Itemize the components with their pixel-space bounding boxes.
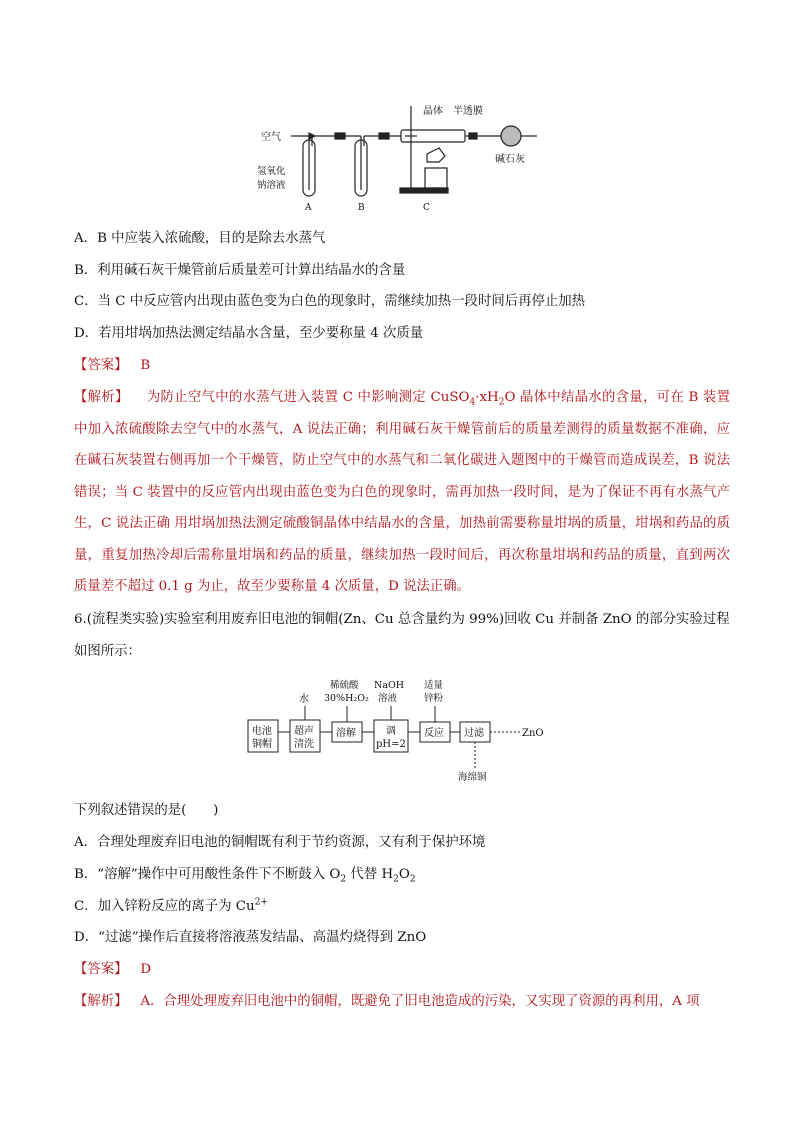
flow-box1-b: 铜帽 — [252, 739, 272, 750]
q5-option-d: D．若用坩埚加热法测定结晶水含量，至少要称量 4 次质量 — [74, 326, 424, 341]
apparatus-figure — [255, 96, 545, 214]
flow-box4-b: pH=2 — [376, 739, 406, 750]
q6-option-b: B．“溶解”操作中可用酸性条件下不断鼓入 $O_2$ 代替 $H_2O_2$ — [74, 867, 416, 885]
membrane-label: 半透膜 — [453, 106, 483, 117]
q5-analysis: 【解析】 为防止空气中的水蒸气进入装置 C 中影响测定 $CuSO_4\cdot xH_2O$ 晶体中结晶水的含量，可在 B 装置中加入浓硫酸除去空气中的水蒸气，A 说法正确；利用碱石灰干燥管前后的质量差测得的质量数据不准确，应在碱石灰装置右侧再加一个干燥管，防止空气中的水蒸气和二氧化碳进入题图中的干燥管而造成误差，B 说法错误；当 C 装置中的反应管内出现由蓝色变为白色的现象时，需再加热一段时间，是为了保证不再有水蒸气产生，C 说法正确 用坩埚加热法测定硫酸铜晶体中结晶水的含量，加热前需要称量坩埚的质量，坩埚和药品的质量，重复加热冷却后需称量坩埚和药品的质量，继续加热一段时间后，再次称量坩埚和药品的质量，直到两次质量差不超过 0.1 g 为止，故至少要称量 4 次质量，D 说法正确。 — [74, 390, 730, 594]
sodalime-label: 碱石灰 — [495, 154, 525, 165]
q5-answer: 【答案】 B — [74, 358, 151, 373]
q6-analysis: 【解析】 A．合理处理废弃旧电池中的铜帽，既避免了旧电池造成的污染，又实现了资源的再利用，A 项 — [74, 994, 700, 1009]
q6-question: 下列叙述错误的是( ) — [74, 803, 219, 818]
flow-acid-2: 30%H₂O₂ — [324, 693, 369, 704]
label-a: A — [305, 203, 312, 213]
flow-box4-a: 调 — [386, 726, 396, 737]
q5-option-b: B．利用碱石灰干燥管前后质量差可计算出结晶水的含量 — [74, 263, 406, 278]
label-b: B — [358, 203, 365, 213]
flow-chart — [244, 676, 564, 784]
flow-zn-2: 锌粉 — [424, 693, 444, 704]
flow-box1-a: 电池 — [252, 726, 272, 737]
flow-naoh-1: NaOH — [374, 680, 405, 691]
air-label: 空气 — [261, 132, 281, 143]
q6-answer: 【答案】 D — [74, 962, 152, 977]
flow-water: 水 — [299, 694, 309, 705]
q5-option-c: C．当 C 中反应管内出现由蓝色变为白色的现象时，需继续加热一段时间后再停止加热 — [74, 294, 586, 309]
naoh-label: 氢氧化钠溶液 — [257, 166, 286, 191]
q5-option-a: A．B 中应装入浓硫酸，目的是除去水蒸气 — [74, 231, 326, 246]
q6-stem-line2: 如图所示： — [74, 644, 141, 659]
flow-sponge: 海绵铜 — [458, 772, 487, 783]
flow-box2-a: 超声 — [294, 726, 314, 737]
flow-zn-1: 适量 — [424, 680, 444, 691]
q6-stem-line1: 6.(流程类实验)实验室利用废弃旧电池的铜帽(Zn、Cu 总含量约为 99%)回收 Cu 并制备 ZnO 的部分实验过程 — [74, 612, 730, 627]
flow-naoh-2: 溶液 — [378, 693, 398, 704]
flow-box3: 溶解 — [336, 728, 356, 739]
flow-acid-1: 稀硫酸 — [330, 680, 359, 691]
label-c: C — [423, 203, 430, 213]
flow-box6: 过滤 — [464, 728, 484, 739]
flow-box5: 反应 — [424, 728, 444, 739]
q6-option-d: D．“过滤”操作后直接将溶液蒸发结晶、高温灼烧得到 ZnO — [74, 930, 427, 945]
q6-option-c: C．加入锌粉反应的离子为 $Cu^{2+}$ — [74, 897, 268, 914]
flow-box2-b: 清洗 — [294, 739, 314, 750]
q6-option-a: A．合理处理废弃旧电池的铜帽既有利于节约资源，又有利于保护环境 — [74, 835, 486, 850]
crystal-label: 晶体 — [423, 106, 443, 117]
flow-product: ZnO — [522, 728, 544, 739]
